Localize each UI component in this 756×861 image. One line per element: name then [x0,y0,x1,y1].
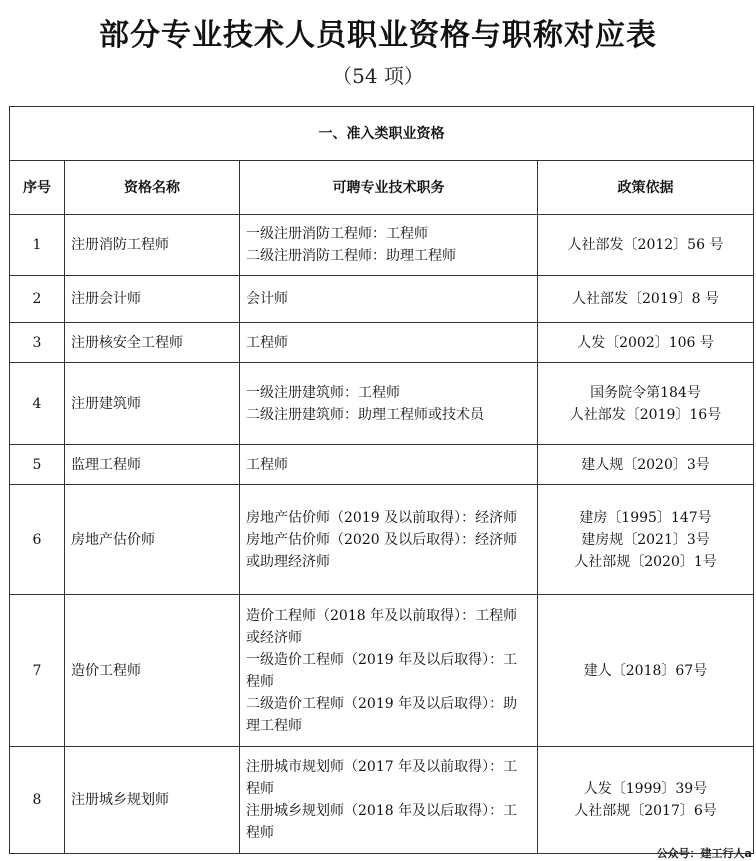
basis-line: 人社部发〔2012〕56 号 [567,237,724,253]
row-number: 6 [10,485,65,595]
position-line: 工程师 [246,334,288,351]
item-count: （54 项） [332,64,424,88]
row-number: 7 [10,595,65,747]
position-cell [240,595,538,747]
position-cell [240,276,538,323]
position-cell [240,485,538,595]
position-line: 房地产估价师（2020 及以后取得）：经济师或助理经济师 [246,531,518,570]
basis-cell [538,363,754,445]
table-row [10,363,754,445]
position-line: 工程师 [246,456,288,473]
qualification-name: 注册消防工程师 [65,215,240,276]
basis-cell [538,747,754,854]
table-row [10,215,754,276]
position-cell [240,363,538,445]
row-number: 2 [10,276,65,323]
qualification-name: 监理工程师 [65,445,240,485]
header-basis: 政策依据 [538,161,754,215]
basis-line: 人发〔2002〕106 号 [577,334,714,351]
position-line: 注册城乡规划师（2018 年及以后取得）：工程师 [246,803,518,841]
basis-line: 国务院令第184号 [590,384,701,401]
qualification-name: 注册会计师 [65,276,240,323]
table-row [10,485,754,595]
header-row [10,161,754,215]
watermark-footer: 公众号：建工行人a [656,847,752,860]
position-cell [240,747,538,854]
qualification-name: 注册建筑师 [65,363,240,445]
table-row [10,595,754,747]
position-cell [240,215,538,276]
basis-cell [538,595,754,747]
basis-line: 人社部发〔2019〕8 号 [572,291,719,307]
table-row [10,445,754,485]
basis-line: 人发〔1999〕39号 [583,781,708,797]
basis-line: 人社部规〔2020〕1号 [574,553,717,570]
table-row [10,323,754,363]
position-cell [240,445,538,485]
position-line: 注册城市规划师（2017 年及以前取得）：工程师 [246,759,518,797]
basis-cell [538,445,754,485]
position-line: 一级造价工程师（2019 年及以后取得）：工程师 [246,651,518,690]
basis-line: 建房规〔2021〕3号 [581,531,710,548]
qualification-name: 注册城乡规划师 [65,747,240,854]
basis-line: 人社部发〔2019〕16号 [569,406,722,423]
position-line: 二级注册建筑师：助理工程师或技术员 [246,406,484,423]
qualification-name: 房地产估价师 [65,485,240,595]
position-line: 会计师 [246,291,288,307]
page-title: 部分专业技术人员职业资格与职称对应表 [99,18,657,53]
position-cell [240,323,538,363]
section-heading: 一、准入类职业资格 [10,107,754,161]
position-line: 一级注册建筑师：工程师 [246,384,400,401]
qualification-table [9,106,754,854]
row-number: 5 [10,445,65,485]
header-no: 序号 [10,161,65,215]
qualification-name: 注册核安全工程师 [65,323,240,363]
basis-cell [538,276,754,323]
section-row [10,107,754,161]
position-line: 二级注册消防工程师：助理工程师 [246,248,456,264]
basis-line: 人社部规〔2017〕6号 [574,803,717,819]
position-line: 一级注册消防工程师：工程师 [246,226,428,242]
basis-cell [538,215,754,276]
header-positions: 可聘专业技术职务 [240,161,538,215]
basis-cell [538,323,754,363]
row-number: 1 [10,215,65,276]
basis-line: 建房〔1995〕147号 [579,509,712,526]
basis-cell [538,485,754,595]
header-name: 资格名称 [65,161,240,215]
position-line: 房地产估价师（2019 及以前取得）：经济师 [246,509,518,526]
position-line: 二级造价工程师（2019 年及以后取得）：助理工程师 [246,695,518,734]
table-row [10,276,754,323]
row-number: 4 [10,363,65,445]
position-line: 造价工程师（2018 年及以前取得）：工程师或经济师 [246,607,518,646]
basis-line: 建人〔2018〕67号 [583,662,708,679]
row-number: 3 [10,323,65,363]
qualification-name: 造价工程师 [65,595,240,747]
table-row [10,747,754,854]
basis-line: 建人规〔2020〕3号 [581,456,710,473]
row-number: 8 [10,747,65,854]
